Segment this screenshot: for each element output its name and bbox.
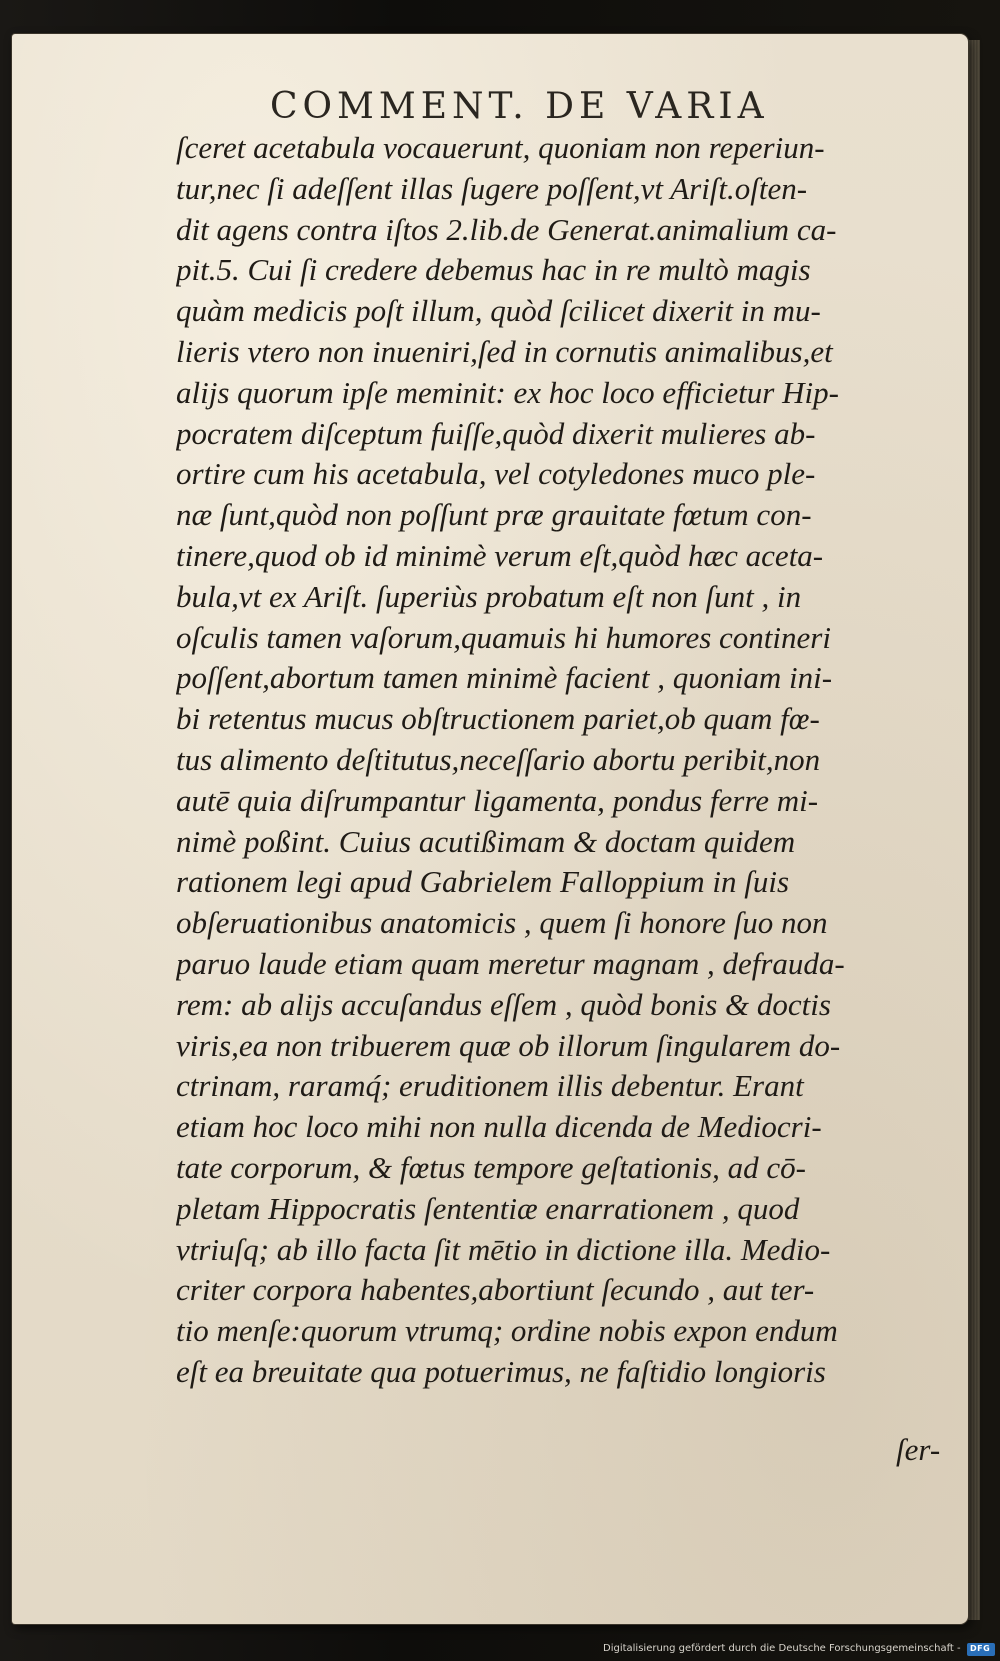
text-line: rationem legi apud Gabrielem Falloppium in ſuis: [176, 864, 790, 900]
text-line: alijs quorum ipſe meminit: ex hoc loco efficietur Hip-: [176, 374, 839, 410]
text-line: lieris vtero non inueniri,ſed in cornutis animalibus,et: [176, 333, 833, 369]
text-line: tate corporum, & fœtus tempore geſtationis, ad cō-: [176, 1149, 806, 1185]
text-line: rem: ab alijs accuſandus eſſem , quòd bonis & doctis: [176, 986, 831, 1022]
text-line: tio menſe:quorum vtrumq; ordine nobis expon endum: [176, 1313, 838, 1349]
text-line: pit.5. Cui ſi credere debemus hac in re multò magis: [176, 252, 811, 288]
text-line: pocratem diſceptum fuiſſe,quòd dixerit mulieres ab-: [176, 415, 816, 451]
text-line: dit agens contra iſtos 2.lib.de Generat.animalium ca-: [176, 211, 837, 247]
text-line: ortire cum his acetabula, vel cotyledones muco ple-: [176, 456, 816, 492]
text-line: vtriuſq; ab illo facta ſit mētio in dictione illa. Medio-: [176, 1231, 831, 1267]
text-line: bi retentus mucus obſtructionem pariet,ob quam fœ-: [176, 701, 820, 737]
text-line: eſt ea breuitate qua potuerimus, ne faſtidio longioris: [176, 1353, 826, 1389]
text-line: etiam hoc loco mihi non nulla dicenda de Mediocri-: [176, 1109, 822, 1145]
text-line: tus alimento deſtitutus,neceſſario abortu peribit,non: [176, 741, 821, 777]
text-line: autē quia diſrumpantur ligamenta, pondus ferre mi-: [176, 782, 819, 818]
dfg-logo: [967, 1643, 995, 1656]
text-line: criter corpora habentes,abortiunt ſecundo , aut ter-: [176, 1272, 815, 1308]
text-line: obſeruationibus anatomicis , quem ſi honore ſuo non: [176, 905, 828, 941]
text-line: oſculis tamen vaſorum,quamuis hi humores contineri: [176, 619, 831, 655]
text-line: bula,vt ex Ariſt. ſuperiùs probatum eſt non ſunt , in: [176, 578, 802, 614]
text-line: tur,nec ſi adeſſent illas ſugere poſſent,vt Ariſt.oſten-: [176, 170, 808, 206]
text-line: ctrinam, raramq́; eruditionem illis debentur. Erant: [176, 1068, 804, 1104]
digitization-credit: Digitalisierung gefördert durch die Deutsche Forschungsgemeinschaft -: [603, 1643, 961, 1654]
catchword: ſer-: [896, 1432, 941, 1467]
running-head: COMMENT. DE VARIA: [270, 86, 769, 127]
text-line: quàm medicis poſt illum, quòd ſcilicet dixerit in mu-: [176, 293, 821, 329]
text-line: viris,ea non tribuerem quæ ob illorum ſingularem do-: [176, 1027, 841, 1063]
page-edge-shadow: [968, 40, 980, 1620]
dfg-logo-text: DFG: [970, 1644, 991, 1653]
text-line: ſceret acetabula vocauerunt, quoniam non reperiun-: [176, 130, 825, 165]
text-line: tinere,quod ob id minimè verum eſt,quòd hæc aceta-: [176, 537, 824, 573]
text-line: poſſent,abortum tamen minimè facient , quoniam ini-: [176, 660, 833, 696]
body-text: [176, 128, 956, 1393]
text-line: paruo laude etiam quam meretur magnam , defrauda-: [176, 945, 845, 981]
text-line: pletam Hippocratis ſententiæ enarrationem , quod: [176, 1190, 800, 1226]
text-line: næ ſunt,quòd non poſſunt præ grauitate fœtum con-: [176, 497, 812, 533]
text-line: nimè poßint. Cuius acutißimam & doctam quidem: [176, 823, 796, 859]
